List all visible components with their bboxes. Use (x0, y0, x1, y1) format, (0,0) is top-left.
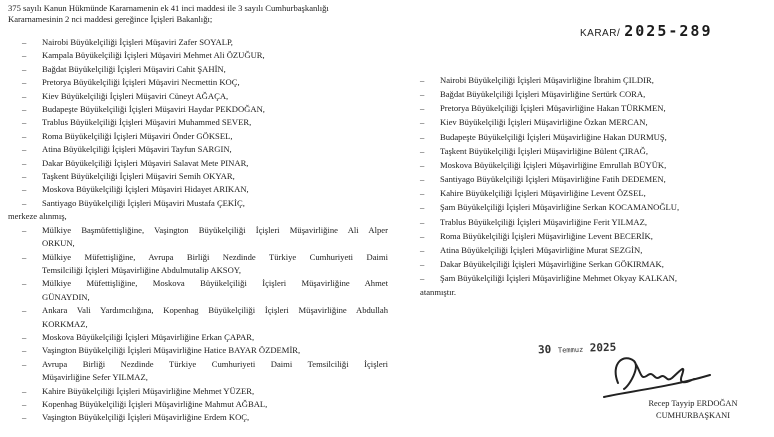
dash-bullet: – (22, 358, 27, 369)
list-item-text: Pretorya Büyükelçiliği İçişleri Müşaviri Necmettin KOÇ, (42, 77, 240, 88)
dash-bullet: – (22, 398, 27, 409)
list-item-text: Trablus Büyükelçiliği İçişleri Müşavirliğine Ferit YILMAZ, (440, 216, 648, 227)
dash-bullet: – (22, 331, 27, 342)
list-item-text: Bağdat Büyükelçiliği İçişleri Müşavirliğine Sertürk CORA, (440, 89, 646, 100)
list-item-text: Dakar Büyükelçiliği İçişleri Müşavirliğine Serkan GÖKIRMAK, (440, 259, 664, 270)
dash-bullet: – (22, 50, 27, 61)
list-item-text: Müşavirliğine Sefer YILMAZ, (42, 372, 148, 383)
dash-bullet: – (420, 159, 425, 170)
dash-bullet: – (420, 216, 425, 227)
list-item-text: Şam Büyükelçiliği İçişleri Müşavirliğine Mehmet Okyay KALKAN, (440, 273, 678, 284)
list-item (8, 398, 376, 411)
list-item (8, 103, 376, 116)
list-item (420, 144, 720, 158)
list-item (8, 90, 376, 103)
list-item (420, 215, 720, 229)
dash-bullet: – (22, 130, 27, 141)
list-item-continuation (8, 291, 376, 304)
list-item-text: Nairobi Büyükelçiliği İçişleri Müşavirliğine İbrahim ÇILDIR, (440, 75, 654, 85)
removed-list (8, 36, 376, 210)
list-item (8, 63, 376, 76)
list-item-text: Budapeşte Büyükelçiliği İçişleri Müşaviri Haydar PEKDOĞAN, (42, 104, 265, 115)
list-item-continuation (8, 264, 376, 277)
list-item (420, 87, 720, 101)
list-item (420, 243, 720, 257)
list-item (8, 183, 376, 196)
list-item (8, 277, 388, 290)
signer-title: CUMHURBAŞKANI (656, 411, 730, 420)
date-month: Temmuz (557, 345, 584, 355)
list-item-text: Atina Büyükelçiliği İçişleri Müşavirliğine Murat SEZGİN, (440, 244, 643, 255)
date-year: 2025 (589, 340, 617, 355)
list-item (8, 49, 376, 62)
dash-bullet: – (420, 188, 425, 199)
list-item (8, 358, 388, 371)
list-item-text: Mülkiye Müfettişliğine, Avrupa Birliği Nezdinde Türkiye Cumhuriyeti Daimi (42, 251, 388, 262)
list-item (420, 271, 720, 285)
appointments-left-list (8, 224, 388, 425)
dash-bullet: – (22, 90, 27, 101)
list-item-text: Atina Büyükelçiliği İçişleri Müşaviri Tayfun SARGIN, (42, 144, 232, 155)
list-item-text: Moskova Büyükelçiliği İçişleri Müşavirliğine Erkan ÇAPAR, (42, 331, 255, 342)
dash-bullet: – (420, 131, 425, 142)
list-item (420, 172, 720, 186)
dash-bullet: – (420, 273, 425, 284)
list-item (8, 170, 376, 183)
dash-bullet: – (22, 224, 27, 235)
list-item-continuation (8, 237, 376, 250)
list-item-text: Vaşington Büyükelçiliği İçişleri Müşavirliğine Hatice BAYAR ÖZDEMİR, (42, 345, 301, 356)
list-item-text: Temsilciliği İçişleri Müşavirliğine Abdulmutalip AKSOY, (42, 264, 242, 275)
decision-label: KARAR/ (580, 28, 621, 39)
intro-paragraph: 375 sayılı Kanun Hükmünde Kararnamenin ek 41 inci maddesi ile 3 sayılı Cumhurbaşkanlığı Kararnamesinin 2 nci maddesi gereğince İçişleri Bakanlığı; (8, 3, 329, 24)
signer-block (618, 398, 768, 422)
list-item (420, 200, 720, 214)
list-item-text: Taşkent Büyükelçiliği İçişleri Müşaviri Semih OKYAR, (42, 171, 235, 182)
list-item (8, 411, 376, 424)
list-item (8, 197, 376, 210)
list-item (420, 257, 720, 271)
signature-icon (590, 345, 730, 405)
dash-bullet: – (22, 412, 27, 423)
dash-bullet: – (22, 171, 27, 182)
list-item-text: Moskova Büyükelçiliği İçişleri Müşavirliğine Emrullah BÜYÜK, (440, 159, 667, 170)
decision-value: 2025-289 (624, 22, 713, 40)
list-item-text: Bağdat Büyükelçiliği İçişleri Müşaviri Cahit ŞAHİN, (42, 63, 226, 74)
dash-bullet: – (420, 259, 425, 270)
list-item-text: Kopenhag Büyükelçiliği İçişleri Müşavirliğine Mahmut AĞBAL, (42, 398, 268, 409)
dash-bullet: – (420, 244, 425, 255)
list-item-text: Kiev Büyükelçiliği İçişleri Müşaviri Cüneyt AĞAÇA, (42, 90, 229, 101)
list-item (8, 36, 376, 49)
list-item-text: Moskova Büyükelçiliği İçişleri Müşaviri Hidayet ARIKAN, (42, 184, 249, 195)
list-item (420, 73, 720, 87)
list-item (420, 186, 720, 200)
appointed-label: atanmıştır. (420, 287, 457, 298)
dash-bullet: – (22, 345, 27, 356)
decision-number (580, 22, 712, 40)
list-item (420, 101, 720, 115)
date-day: 30 (537, 342, 552, 357)
dash-bullet: – (420, 75, 425, 85)
dash-bullet: – (22, 385, 27, 396)
dash-bullet: – (22, 37, 27, 47)
list-item-text: Nairobi Büyükelçiliği İçişleri Müşaviri Zafer SOYALP, (42, 37, 233, 47)
list-item (8, 344, 376, 357)
list-item-text: ORKUN, (42, 238, 75, 249)
dash-bullet: – (22, 77, 27, 88)
dash-bullet: – (22, 157, 27, 168)
dash-bullet: – (22, 305, 27, 316)
list-item-text: Taşkent Büyükelçiliği İçişleri Müşavirliğine Bülent ÇIRAĞ, (440, 145, 649, 156)
list-item-text: Santiyago Büyükelçiliği İçişleri Müşavirliğine Fatih DEDEMEN, (440, 174, 666, 185)
list-item-text: Avrupa Birliği Nezdinde Türkiye Cumhuriyeti Daimi Temsilciliği İçişleri (42, 358, 388, 369)
dash-bullet: – (22, 197, 27, 208)
list-item (420, 158, 720, 172)
dash-bullet: – (22, 251, 27, 262)
list-item-text: Kiev Büyükelçiliği İçişleri Müşavirliğine Özkan MERCAN, (440, 117, 648, 128)
dash-bullet: – (420, 145, 425, 156)
dash-bullet: – (22, 63, 27, 74)
dash-bullet: – (420, 230, 425, 241)
list-item (8, 385, 376, 398)
list-item-text: Budapeşte Büyükelçiliği İçişleri Müşavirliğine Hakan DURMUŞ, (440, 131, 667, 142)
list-item (8, 304, 388, 317)
dash-bullet: – (420, 117, 425, 128)
list-item (420, 229, 720, 243)
signer-name: Recep Tayyip ERDOĞAN (648, 399, 738, 408)
list-item-text: Trablus Büyükelçiliği İçişleri Müşaviri Muhammed SEVER, (42, 117, 252, 128)
list-item (8, 130, 376, 143)
list-item-continuation (8, 371, 376, 384)
list-item-text: KORKMAZ, (42, 318, 88, 329)
list-item (8, 143, 376, 156)
appointments-right-list (420, 73, 720, 285)
list-item (8, 116, 376, 129)
dash-bullet: – (420, 103, 425, 114)
dash-bullet: – (420, 202, 425, 213)
list-item-text: Roma Büyükelçiliği İçişleri Müşaviri Önder GÖKSEL, (42, 130, 233, 141)
right-column (420, 73, 720, 300)
list-item-continuation (8, 318, 376, 331)
dash-bullet: – (22, 184, 27, 195)
dash-bullet: – (420, 174, 425, 185)
list-item (420, 115, 720, 129)
left-column (8, 36, 388, 425)
list-item-text: Mülkiye Başmüfettişliğine, Vaşington Büyükelçiliği İçişleri Müşavirliğine Ali Alper (42, 224, 388, 235)
dash-bullet: – (420, 89, 425, 100)
list-item-text: Ankara Vali Yardımcılığına, Kopenhag Büyükelçiliği İçişleri Müşavirliğine Abdullah (42, 305, 388, 316)
list-item-text: Kahire Büyükelçiliği İçişleri Müşavirliğine Mehmet YÜZER, (42, 385, 255, 396)
list-item (8, 157, 376, 170)
dash-bullet: – (22, 104, 27, 115)
list-item-text: Dakar Büyükelçiliği İçişleri Müşaviri Salavat Mete PINAR, (42, 157, 249, 168)
dash-bullet: – (22, 117, 27, 128)
list-item (420, 130, 720, 144)
list-item-text: Vaşington Büyükelçiliği İçişleri Müşavirliğine Erdem KOÇ, (42, 412, 250, 423)
center-label: merkeze alınmış, (8, 211, 67, 222)
list-item-text: Roma Büyükelçiliği İçişleri Müşavirliğine Levent BECERİK, (440, 230, 653, 241)
list-item (8, 224, 388, 237)
list-item-text: Santiyago Büyükelçiliği İçişleri Müşaviri Mustafa ÇEKİÇ, (42, 197, 245, 208)
list-item-text: Pretorya Büyükelçiliği İçişleri Müşavirliğine Hakan TÜRKMEN, (440, 103, 666, 114)
dash-bullet: – (22, 278, 27, 289)
list-item-text: Şam Büyükelçiliği İçişleri Müşavirliğine Serkan KOCAMANOĞLU, (440, 202, 680, 213)
list-item (8, 331, 376, 344)
dash-bullet: – (22, 144, 27, 155)
list-item-text: Kampala Büyükelçiliği İçişleri Müşaviri Mehmet Ali ÖZUĞUR, (42, 50, 265, 61)
list-item-text: Kahire Büyükelçiliği İçişleri Müşavirliğine Levent ÖZSEL, (440, 188, 646, 199)
list-item (8, 76, 376, 89)
list-item-text: GÜNAYDIN, (42, 291, 90, 302)
list-item-text: Mülkiye Müfettişliğine, Moskova Büyükelçiliği İçişleri Müşavirliğine Ahmet (42, 278, 388, 289)
list-item (8, 251, 388, 264)
